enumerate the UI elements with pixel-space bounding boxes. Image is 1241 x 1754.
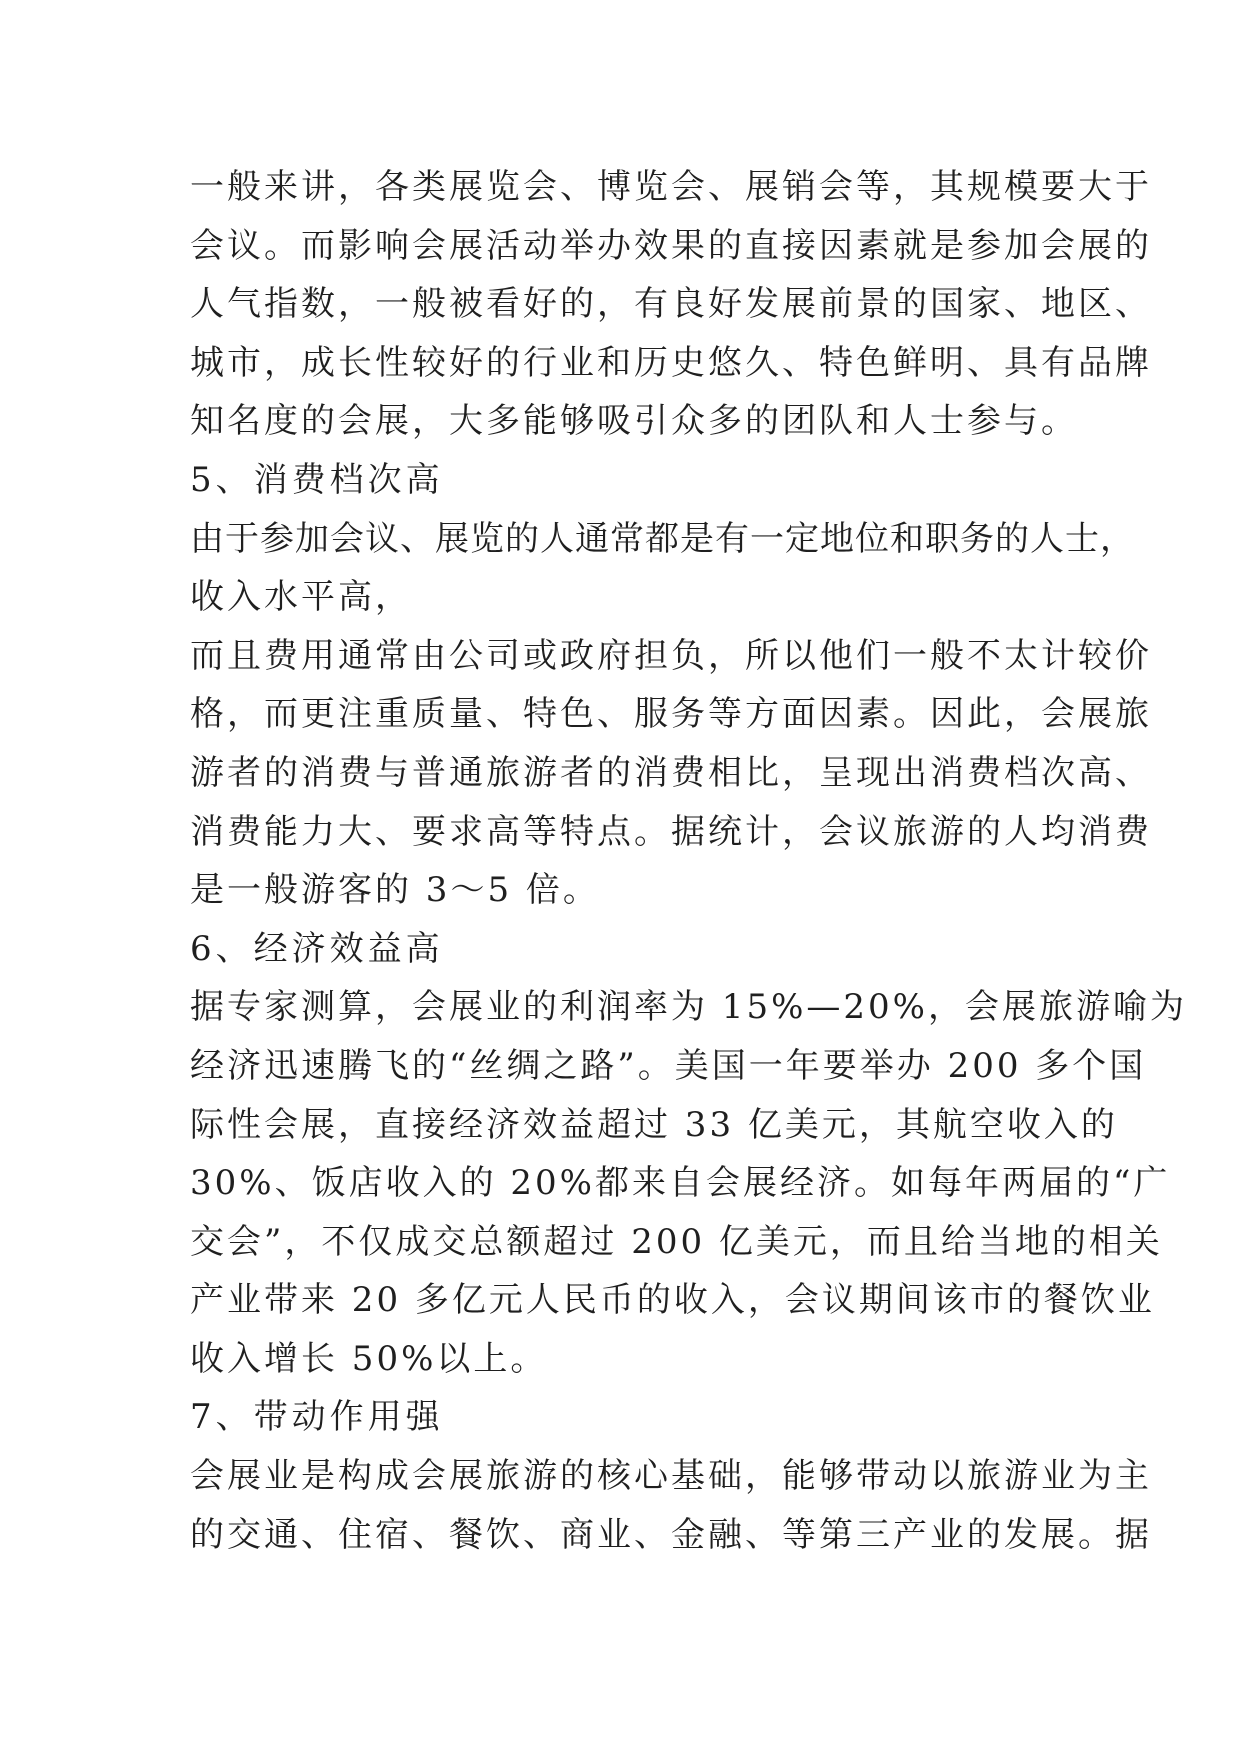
paragraph-line: 城市，成长性较好的行业和历史悠久、特色鲜明、具有品牌	[190, 342, 1152, 383]
paragraph-line: 经济迅速腾飞的“丝绸之路”。美国一年要举办 200 多个国	[190, 1045, 1147, 1086]
paragraph-line: 收入水平高，	[190, 577, 412, 618]
paragraph-line: 会议。而影响会展活动举办效果的直接因素就是参加会展的	[190, 225, 1152, 266]
paragraph-line: 知名度的会展，大多能够吸引众多的团队和人士参与。	[190, 401, 1078, 442]
paragraph-line: 交会”，不仅成交总额超过 200 亿美元，而且给当地的相关	[190, 1221, 1163, 1262]
paragraph-line: 消费能力大、要求高等特点。据统计，会议旅游的人均消费	[190, 811, 1152, 852]
paragraph-line: 游者的消费与普通旅游者的消费相比，呈现出消费档次高、	[190, 752, 1152, 793]
paragraph-line: 人气指数，一般被看好的，有良好发展前景的国家、地区、	[190, 284, 1152, 325]
paragraph-line: 收入增长 50%以上。	[190, 1338, 548, 1379]
paragraph-line: 30%、饭店收入的 20%都来自会展经济。如每年两届的“广	[190, 1163, 1171, 1204]
paragraph-line: 的交通、住宿、餐饮、商业、金融、等第三产业的发展。据	[190, 1514, 1152, 1555]
paragraph-line: 一般来讲，各类展览会、博览会、展销会等，其规模要大于	[190, 167, 1152, 207]
paragraph-line: 是一般游客的 3～5 倍。	[190, 870, 600, 911]
paragraph-line: 产业带来 20 多亿元人民币的收入，会议期间该市的餐饮业	[190, 1280, 1155, 1321]
paragraph-line: 格，而更注重质量、特色、服务等方面因素。因此，会展旅	[190, 694, 1152, 735]
section-heading-7: 7、带动作用强	[190, 1397, 444, 1438]
paragraph-line: 由于参加会议、展览的人通常都是有一定地位和职务的人士，	[190, 518, 1135, 559]
section-heading-5: 5、消费档次高	[190, 459, 444, 500]
paragraph-line: 际性会展，直接经济效益超过 33 亿美元，其航空收入的	[190, 1104, 1118, 1145]
paragraph-line: 据专家测算，会展业的利润率为 15%—20%，会展旅游喻为	[190, 987, 1187, 1028]
paragraph-line: 而且费用通常由公司或政府担负，所以他们一般不太计较价	[190, 635, 1152, 676]
paragraph-line: 会展业是构成会展旅游的核心基础，能够带动以旅游业为主	[190, 1456, 1152, 1497]
body-text	[190, 158, 1187, 1564]
section-heading-6: 6、经济效益高	[190, 928, 444, 969]
